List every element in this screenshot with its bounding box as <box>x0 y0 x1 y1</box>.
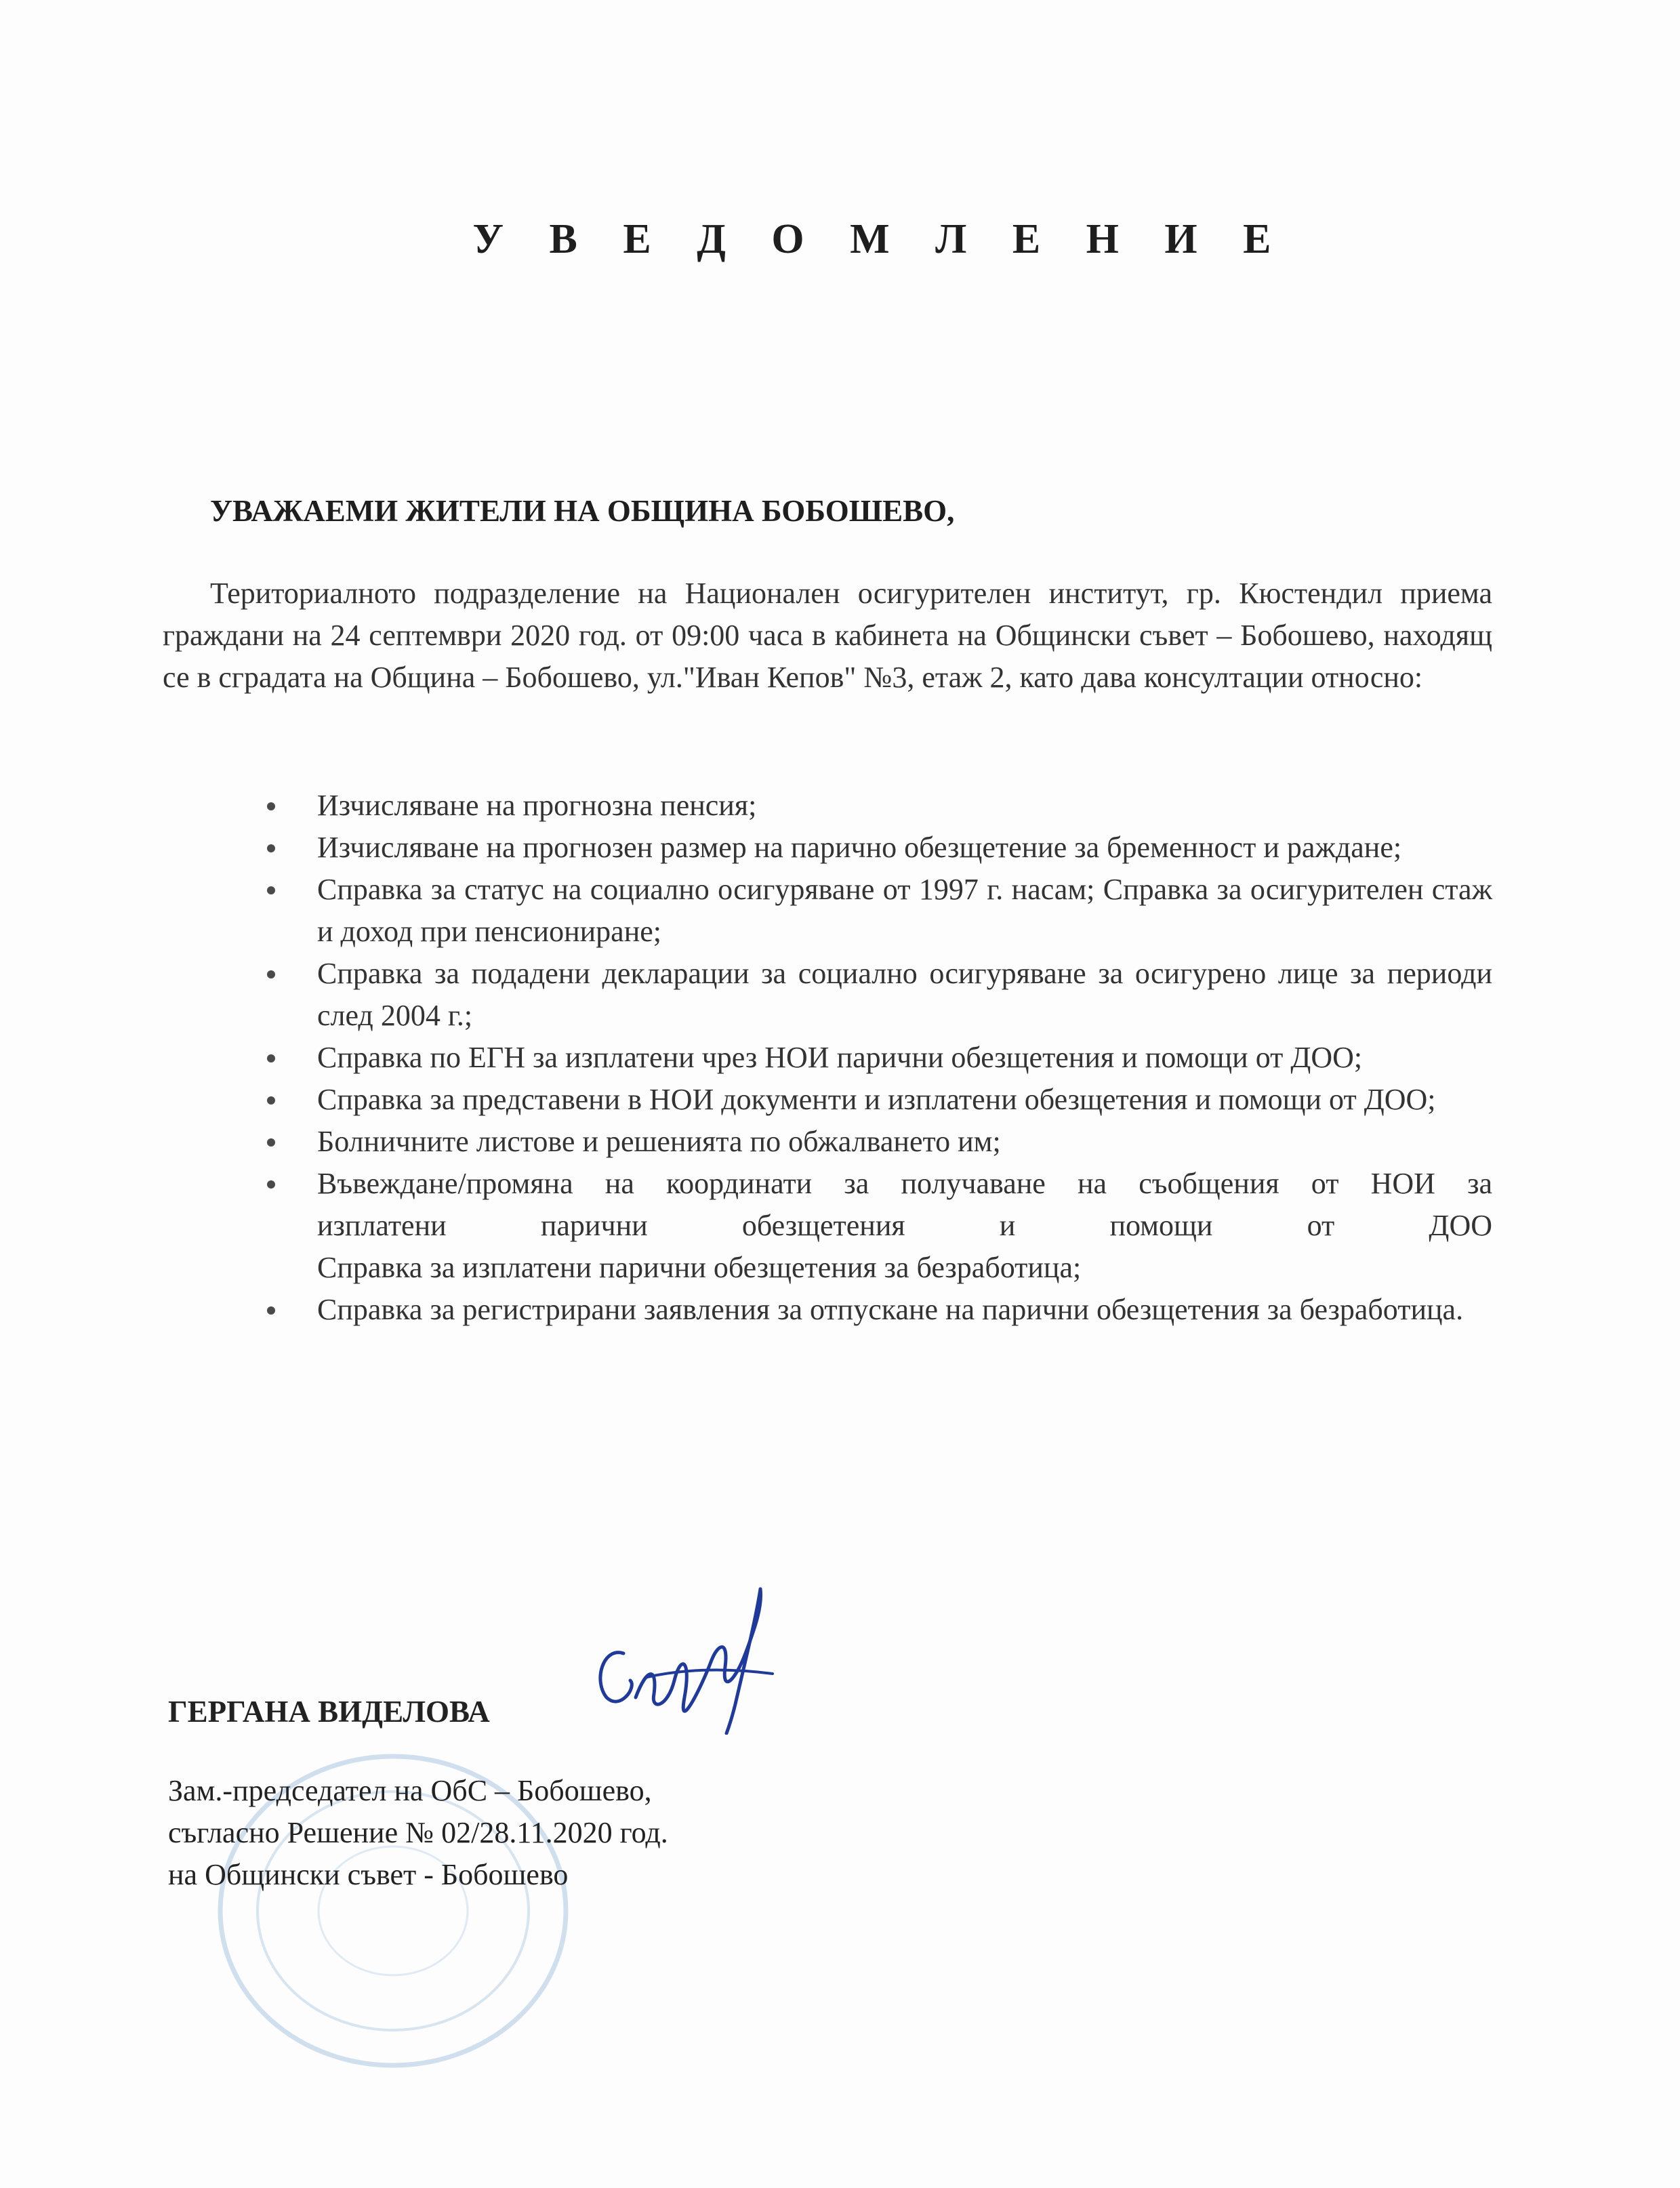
signer-role-line: Зам.-председател на ОбС – Бобошево, <box>168 1774 652 1807</box>
bullet-icon <box>267 970 275 978</box>
list-item-text: Справка за подадени декларации за социално осигуряване за осигурено лице за периоди след 2004 г.; <box>317 957 1492 1032</box>
list-item-text: Справка по ЕГН за изплатени чрез НОИ парични обезщетения и помощи от ДОО; <box>317 1041 1363 1074</box>
list-item <box>285 1079 1492 1121</box>
list-item <box>285 869 1492 953</box>
intro-paragraph: Териториалното подразделение на Национален осигурителен институт, гр. Кюстендил приема граждани на 24 септември 2020 год. от 09:00 часа в кабинета на Общински съвет – Бобошево, находящ се в сградата на Община – Бобошево, ул."Иван Кепов" №3, етаж 2, като дава консултации относно: <box>163 577 1492 694</box>
list-item-text: Въвеждане/промяна на координати за получаване на съобщения от НОИ за <box>317 1167 1492 1200</box>
list-item <box>285 1289 1492 1331</box>
list-item-text: Справка за регистрирани заявления за отпускане на парични обезщетения за безработица. <box>317 1293 1464 1326</box>
list-item <box>285 953 1492 1037</box>
bullet-icon <box>267 1180 275 1189</box>
list-item <box>285 1037 1492 1079</box>
bullet-icon <box>267 1054 275 1062</box>
list-item <box>285 1121 1492 1163</box>
signer-name: ГЕРГАНА ВИДЕЛОВА <box>168 1695 490 1729</box>
bullet-icon <box>267 1096 275 1105</box>
list-item-text: Изчисляване на прогнозен размер на парично обезщетение за бременност и раждане; <box>317 831 1402 864</box>
consultation-list <box>285 785 1492 1331</box>
bullet-icon <box>267 1306 275 1315</box>
signer-role-line: на Общински съвет - Бобошево <box>168 1858 569 1891</box>
salutation: УВАЖАЕМИ ЖИТЕЛИ НА ОБЩИНА БОБОШЕВО, <box>210 494 955 528</box>
signer-role <box>168 1770 668 1896</box>
list-item <box>285 785 1492 827</box>
bullet-icon <box>267 802 275 810</box>
list-item-text: Справка за представени в НОИ документи и изплатени обезщетения и помощи от ДОО; <box>317 1083 1436 1116</box>
document-title: У В Е Д О М Л Е Н И Е <box>472 216 1289 262</box>
bullet-icon <box>267 844 275 852</box>
signature-icon <box>583 1579 779 1735</box>
bullet-icon <box>267 1138 275 1147</box>
list-item-text: Болничните листове и решенията по обжалването им; <box>317 1125 1001 1158</box>
bullet-icon <box>267 886 275 894</box>
list-item-text: Справка за изплатени парични обезщетения за безработица; <box>317 1251 1082 1284</box>
list-item-text: изплатени парични обезщетения и помощи от ДОО <box>317 1209 1492 1242</box>
list-item-text: Изчисляване на прогнозна пенсия; <box>317 789 757 822</box>
list-item-text: Справка за статус на социално осигуряване от 1997 г. насам; Справка за осигурителен стаж и доход при пенсиониране; <box>317 873 1492 948</box>
list-item <box>285 827 1492 869</box>
list-item <box>285 1163 1492 1289</box>
signer-role-line: съгласно Решение № 02/28.11.2020 год. <box>168 1816 668 1849</box>
